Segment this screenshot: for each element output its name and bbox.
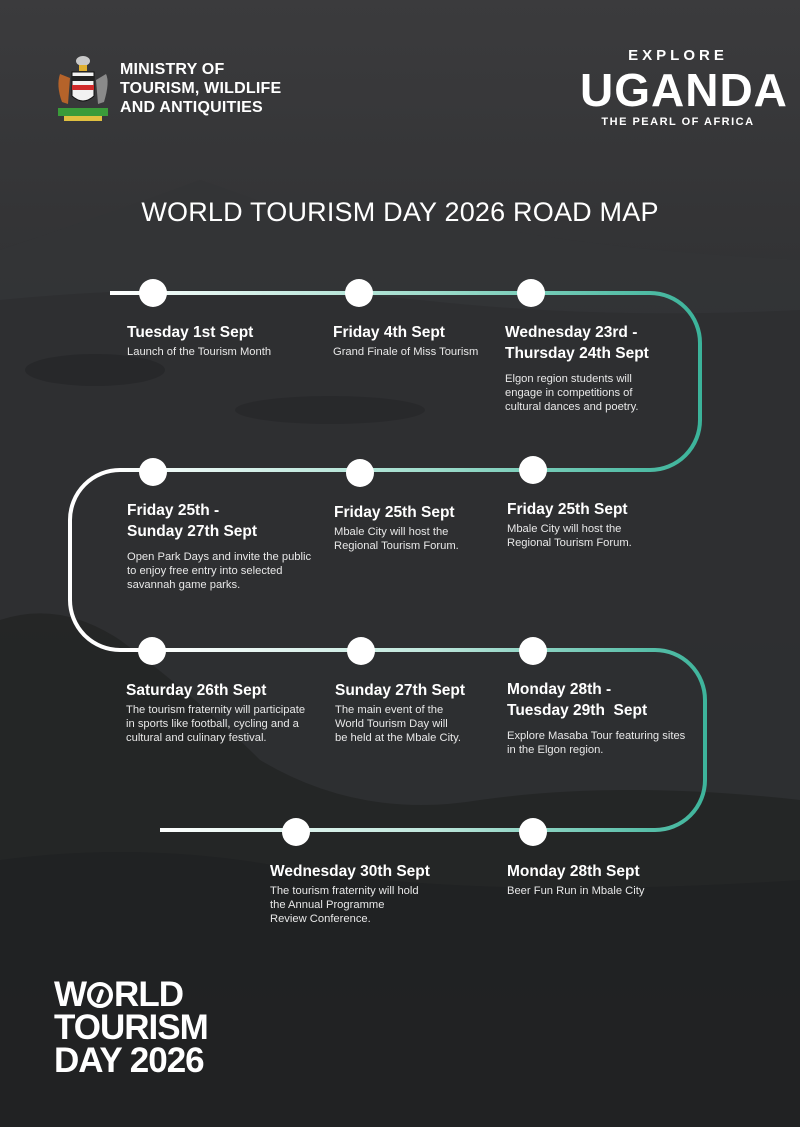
event-description: Mbale City will host the Regional Tourism Forum. [334, 526, 459, 552]
milestone-dot [139, 279, 167, 307]
event-item [334, 502, 534, 553]
event-description: Launch of the Tourism Month [127, 346, 272, 358]
event-date: Friday 25th Sept [334, 504, 455, 521]
event-description: The tourism fraternity will participate in sports like football, cycling and a cultural and culinary festival. [126, 704, 306, 744]
event-date: Monday 28th Sept [507, 863, 640, 880]
event-date: Wednesday 23rd - Thursday 24th Sept [505, 324, 649, 362]
event-description: The tourism fraternity will hold the Annual Programme Review Conference. [270, 885, 419, 925]
event-date: Friday 25th - Sunday 27th Sept [127, 502, 258, 540]
ministry-line: TOURISM, WILDLIFE [120, 80, 282, 97]
milestone-dot [345, 279, 373, 307]
ministry-line: AND ANTIQUITIES [120, 99, 263, 116]
logo-line-day: DAY 2026 [54, 1041, 204, 1080]
event-item [126, 680, 336, 745]
explore-logo-top: EXPLORE [628, 47, 728, 64]
milestone-dot [519, 637, 547, 665]
event-description: Elgon region students will engage in competitions of cultural dances and poetry. [505, 373, 639, 413]
milestone-dot [139, 458, 167, 486]
event-description: Mbale City will host the Regional Tourism Forum. [507, 523, 632, 549]
event-item [335, 680, 535, 745]
ministry-line: MINISTRY OF [120, 61, 225, 78]
event-description: Beer Fun Run in Mbale City [507, 885, 645, 897]
event-description: Open Park Days and invite the public to enjoy free entry into selected savannah game parks. [127, 551, 312, 591]
event-description: Grand Finale of Miss Tourism [333, 346, 479, 358]
event-date: Wednesday 30th Sept [270, 863, 430, 880]
event-description: The main event of the World Tourism Day will be held at the Mbale City. [335, 704, 462, 744]
event-date: Tuesday 1st Sept [127, 324, 254, 341]
event-date: Friday 25th Sept [507, 501, 628, 518]
event-item [270, 861, 470, 926]
world-tourism-day-logo [54, 975, 254, 1080]
event-item [505, 322, 725, 414]
milestone-dot [517, 279, 545, 307]
page-title: WORLD TOURISM DAY 2026 ROAD MAP [141, 197, 659, 227]
explore-logo-main: UGANDA [580, 64, 788, 116]
event-item [127, 500, 337, 592]
event-item [507, 861, 707, 898]
logo-line-world: W RLD [54, 975, 183, 1014]
milestone-dot [347, 637, 375, 665]
milestone-dot [346, 459, 374, 487]
event-date: Friday 4th Sept [333, 324, 445, 341]
milestone-dot [519, 456, 547, 484]
event-date: Saturday 26th Sept [126, 682, 267, 699]
milestone-dot [519, 818, 547, 846]
explore-logo-tagline: THE PEARL OF AFRICA [601, 116, 755, 128]
event-item [507, 499, 707, 550]
event-date: Monday 28th - Tuesday 29th Sept [507, 681, 648, 719]
globe-figure-icon [87, 982, 113, 1008]
milestone-dot [282, 818, 310, 846]
event-description: Explore Masaba Tour featuring sites in the Elgon region. [507, 730, 686, 756]
event-item [333, 322, 533, 359]
milestone-dot [138, 637, 166, 665]
logo-line-tourism: TOURISM [54, 1008, 208, 1047]
event-item [507, 679, 727, 757]
event-item [127, 322, 327, 359]
event-date: Sunday 27th Sept [335, 682, 466, 699]
